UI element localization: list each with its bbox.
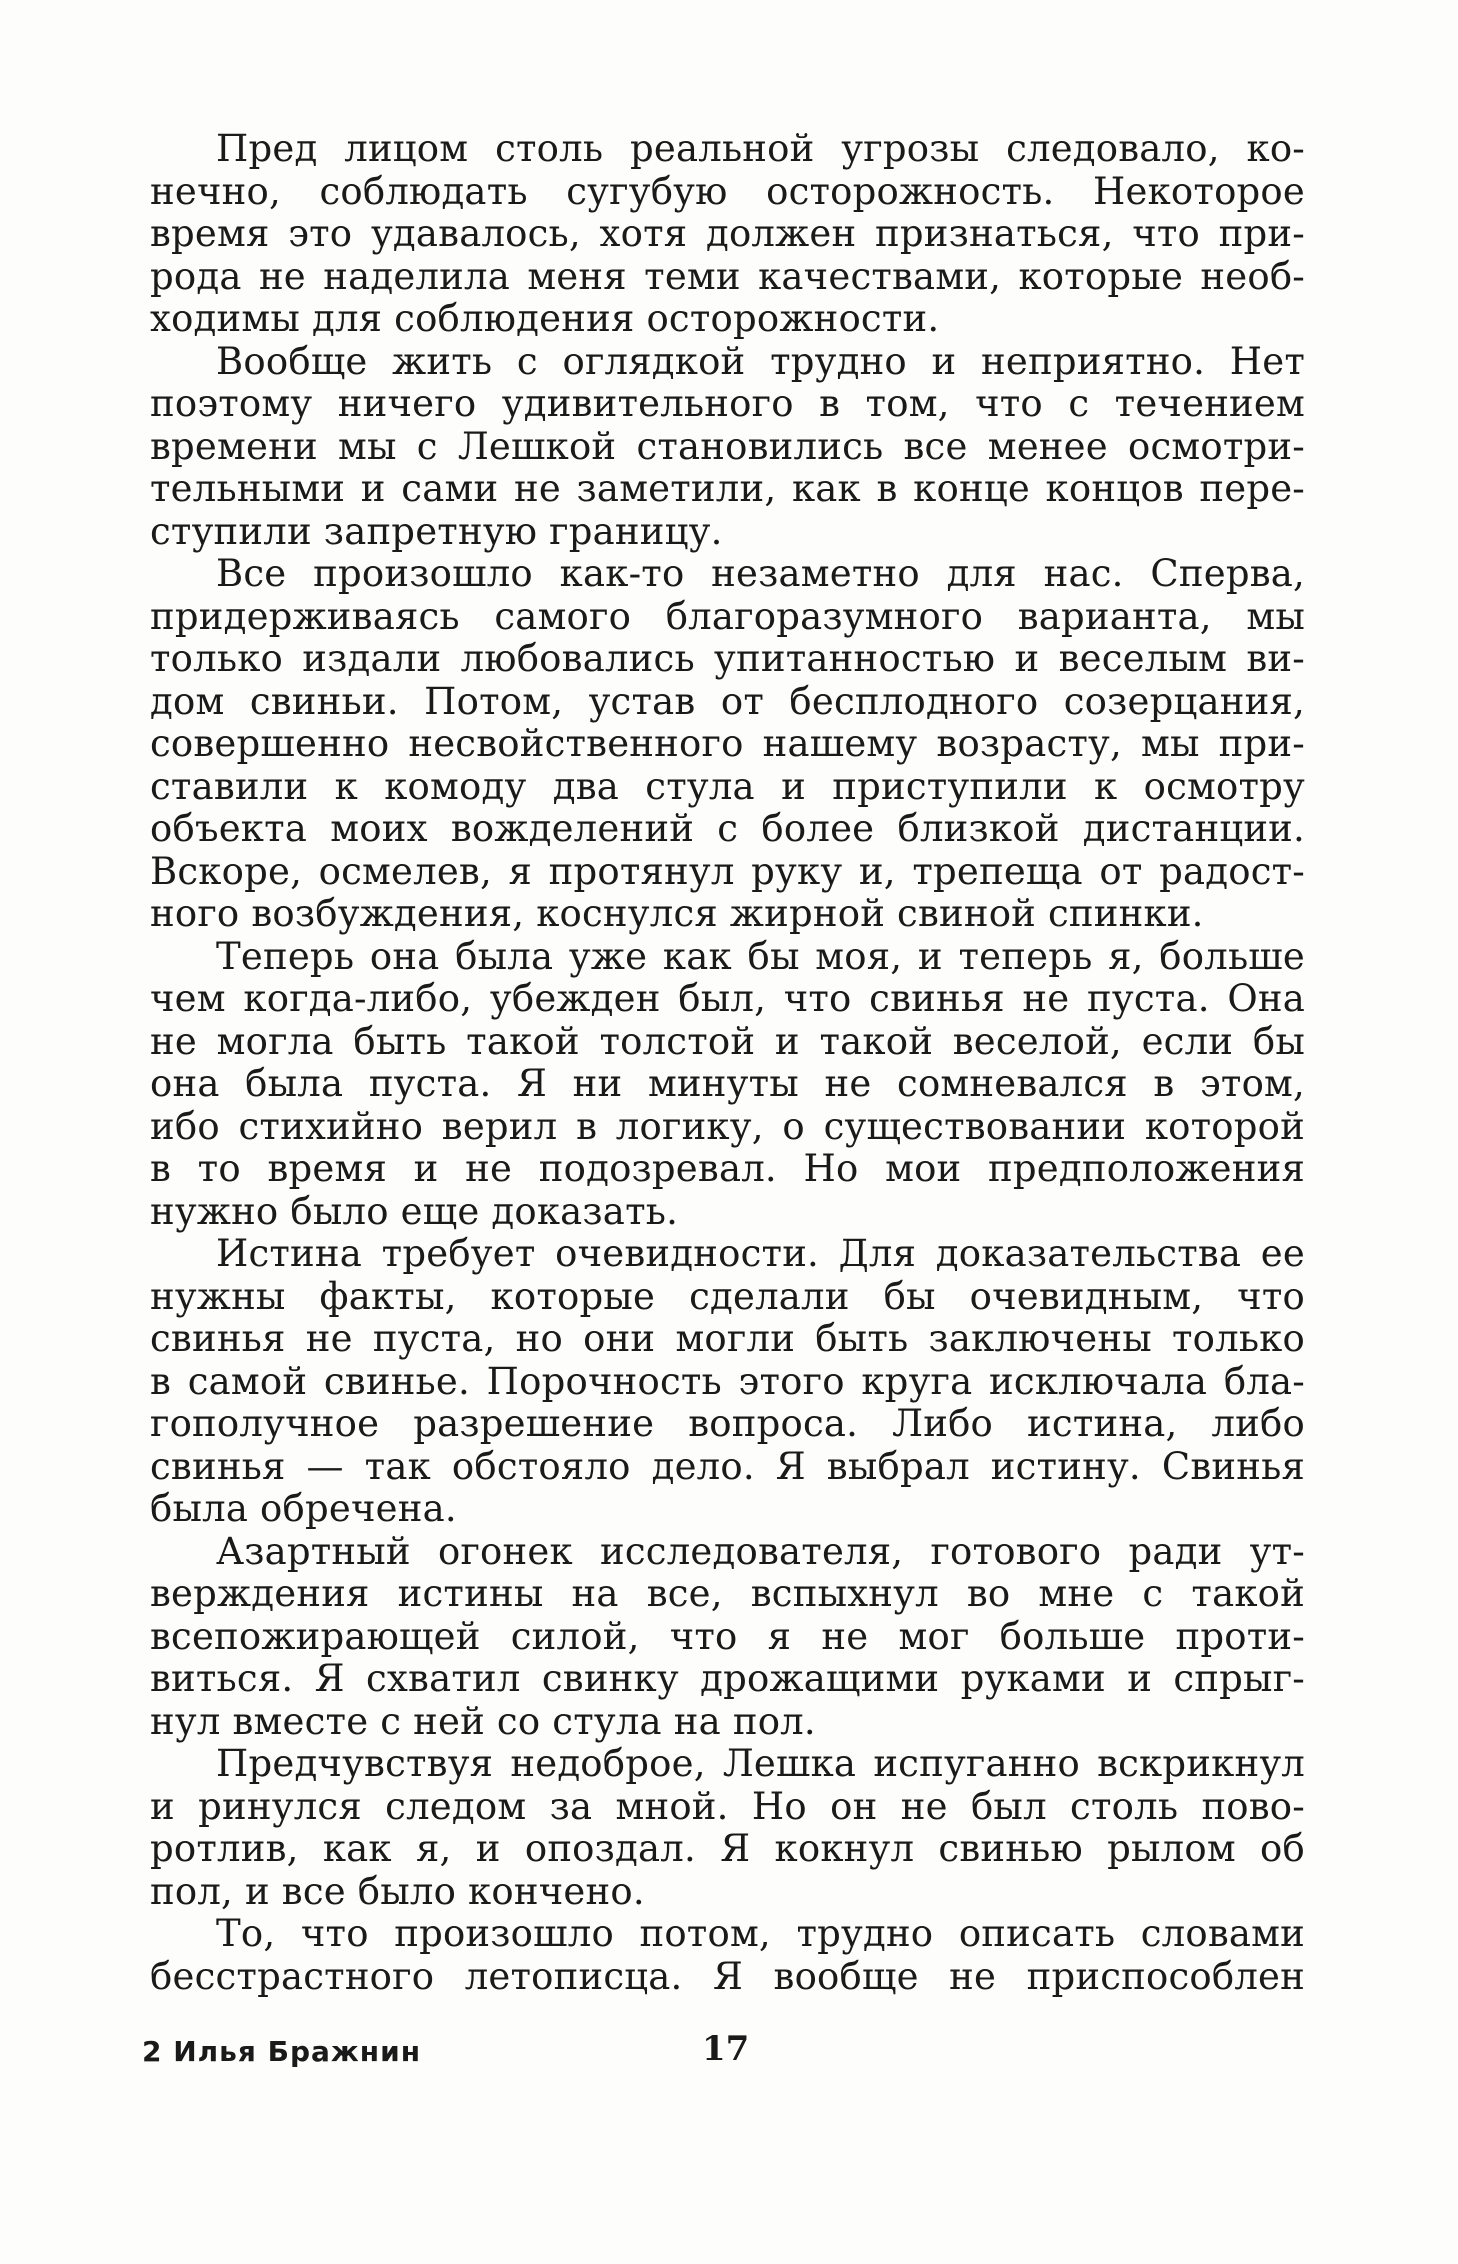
text-line: ротлив, как я, и опоздал. Я кокнул свинью рылом об <box>150 1827 1305 1870</box>
text-line: пол, и все было кончено. <box>150 1869 645 1913</box>
text-line: только издали любовались упитанностью и веселым ви- <box>150 637 1305 680</box>
text-line: времени мы с Лешкой становились все менее осмотри- <box>150 424 1305 468</box>
text-line: всепожирающей силой, что я не мог больше проти- <box>150 1614 1305 1658</box>
text-line: Теперь она была уже как бы моя, и теперь я, больше <box>216 934 1305 978</box>
text-line: нужны факты, которые сделали бы очевидным, что <box>150 1274 1305 1318</box>
text-line: рода не наделила меня теми качествами, которые необ- <box>150 254 1305 298</box>
page-number: 17 <box>702 2029 750 2069</box>
text-line: ибо стихийно верил в логику, о существовании которой <box>150 1104 1305 1148</box>
text-line: свинья не пуста, но они могли быть заключены только <box>150 1317 1305 1360</box>
text-line: в самой свинье. Порочность этого круга исключала бла- <box>150 1359 1305 1403</box>
page-footer <box>0 2029 1458 2075</box>
text-line: чем когда-либо, убежден был, что свинья не пуста. Она <box>150 977 1305 1020</box>
text-line: Азартный огонек исследователя, готового ради ут- <box>216 1529 1305 1573</box>
text-line: верждения истины на все, вспыхнул во мне с такой <box>150 1572 1305 1615</box>
text-line: Истина требует очевидности. Для доказательства ее <box>216 1232 1305 1275</box>
text-line: бесстрастного летописца. Я вообще не приспособлен <box>150 1954 1305 1998</box>
text-line: объекта моих вожделений с более близкой дистанции. <box>150 807 1305 850</box>
text-line: виться. Я схватил свинку дрожащими руками и спрыг- <box>150 1657 1305 1700</box>
text-line: тельными и сами не заметили, как в конце концов пере- <box>150 467 1305 510</box>
text-line: не могла быть такой толстой и такой веселой, если бы <box>150 1019 1305 1063</box>
text-line: и ринулся следом за мной. Но он не был столь пово- <box>150 1784 1305 1828</box>
body-text <box>150 128 1305 1998</box>
text-line: придерживаясь самого благоразумного варианта, мы <box>150 594 1305 638</box>
text-line: ного возбуждения, коснулся жирной свиной спинки. <box>150 892 1204 935</box>
text-line: свинья — так обстояло дело. Я выбрал истину. Свинья <box>150 1444 1305 1488</box>
text-line: в то время и не подозревал. Но мои предположения <box>150 1147 1305 1190</box>
text-line: дом свиньи. Потом, устав от бесплодного созерцания, <box>150 679 1305 723</box>
text-line: время это удавалось, хотя должен признаться, что при- <box>150 212 1305 255</box>
text-line: Предчувствуя недоброе, Лешка испуганно вскрикнул <box>216 1742 1305 1785</box>
text-line: Вскоре, осмелев, я протянул руку и, трепеща от радост- <box>150 849 1305 893</box>
text-line: нул вместе с ней со стула на пол. <box>150 1699 816 1743</box>
text-line: Все произошло как-то незаметно для нас. Сперва, <box>216 552 1305 595</box>
text-line: поэтому ничего удивительного в том, что с течением <box>150 382 1305 425</box>
text-line: Вообще жить с оглядкой трудно и неприятно. Нет <box>216 339 1305 383</box>
text-line: была обречена. <box>150 1487 457 1530</box>
text-line: нужно было еще доказать. <box>150 1189 679 1233</box>
text-line: Пред лицом столь реальной угрозы следовало, ко- <box>216 127 1305 170</box>
text-line: ходимы для соблюдения осторожности. <box>150 297 940 340</box>
text-line: нечно, соблюдать сугубую осторожность. Некоторое <box>150 169 1305 213</box>
text-line: она была пуста. Я ни минуты не сомневался в этом, <box>150 1062 1305 1105</box>
text-line: гополучное разрешение вопроса. Либо истина, либо <box>150 1402 1305 1445</box>
text-line: совершенно несвойственного нашему возрасту, мы при- <box>150 722 1305 765</box>
text-line: ставили к комоду два стула и приступили к осмотру <box>150 764 1305 808</box>
text-line: ступили запретную границу. <box>150 509 723 553</box>
text-line: То, что произошло потом, трудно описать словами <box>216 1912 1305 1955</box>
printer-signature: 2 Илья Бражнин <box>142 2035 422 2068</box>
